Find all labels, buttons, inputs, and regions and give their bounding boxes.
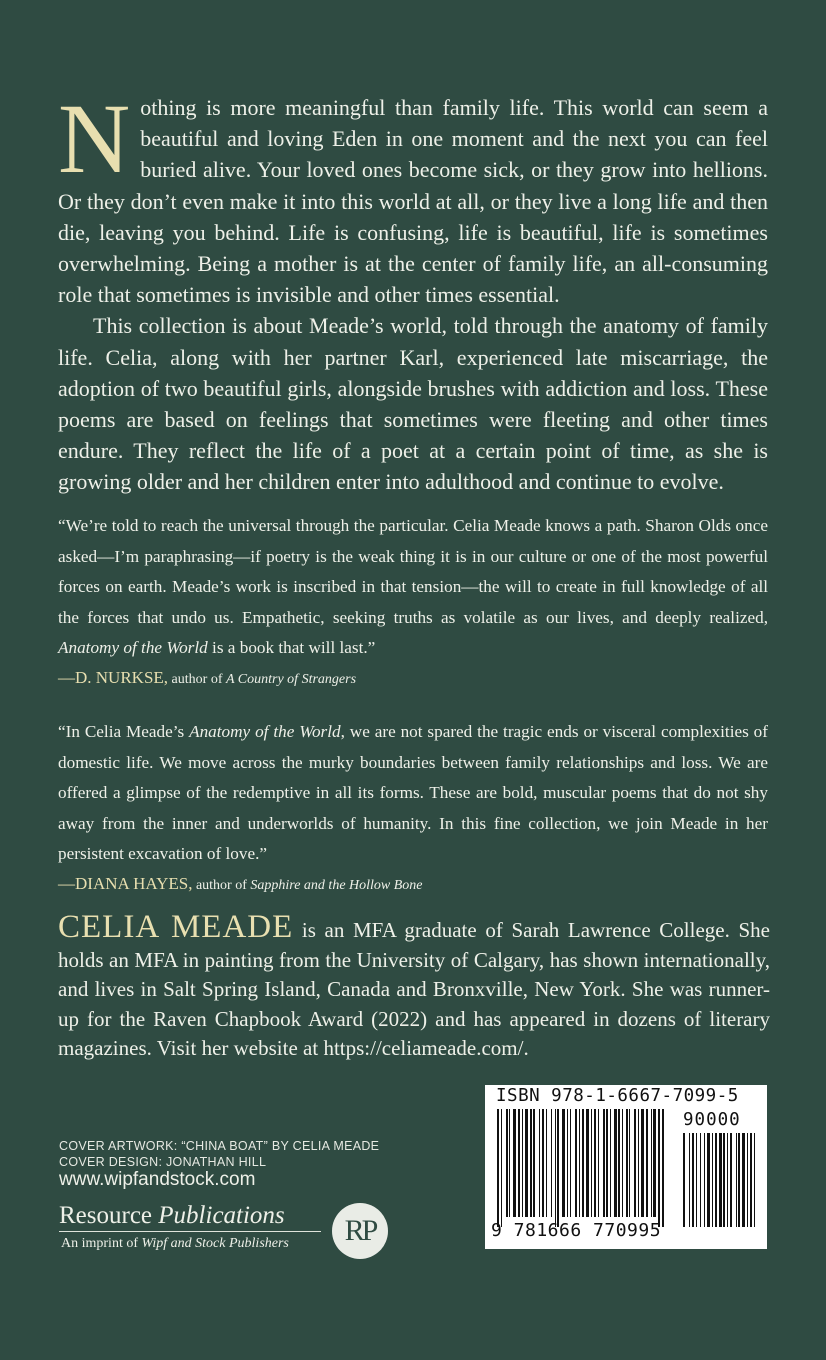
book-title: Anatomy of the World bbox=[189, 722, 341, 741]
endorser-name: —DIANA HAYES, bbox=[58, 873, 193, 893]
endorsement-text bbox=[58, 717, 768, 870]
barcode-bar bbox=[614, 1109, 617, 1217]
endorsement-attribution bbox=[58, 664, 768, 694]
barcode-bar bbox=[658, 1109, 660, 1227]
barcode-bar bbox=[622, 1109, 623, 1217]
barcode-bar bbox=[579, 1109, 580, 1217]
addon-bar bbox=[704, 1133, 705, 1227]
isbn-label: ISBN 978-1-6667-7099-5 bbox=[496, 1086, 739, 1106]
addon-bar bbox=[692, 1133, 694, 1227]
barcode-bar bbox=[603, 1109, 605, 1217]
addon-bar bbox=[689, 1133, 690, 1227]
addon-bar bbox=[730, 1133, 732, 1227]
barcode-bar bbox=[653, 1109, 656, 1217]
publisher-name-italic: Publications bbox=[158, 1202, 285, 1229]
addon-bar bbox=[696, 1133, 697, 1227]
quote-text-end: is a book that will last.” bbox=[207, 638, 376, 658]
endorser-work: Sapphire and the Hollow Bone bbox=[250, 877, 423, 893]
endorsement-attribution bbox=[58, 870, 768, 900]
book-title: Anatomy of the World bbox=[58, 638, 208, 658]
barcode-bar bbox=[562, 1109, 565, 1217]
barcode-bar bbox=[506, 1109, 508, 1217]
addon-bar bbox=[750, 1133, 752, 1227]
endorser-work: A Country of Strangers bbox=[225, 671, 357, 687]
quote-text: “We’re told to reach the universal through the particular. Celia Meade knows a path. Sharon Olds once asked—I’m paraphrasing—if poetry is the weak thing it is in our culture or one of the most powerful forces on earth. Meade’s work is inscribed in that tension—the will to create in full knowledge of all the forces that undo us. Empathetic, seeking truths as volatile as our lives, and deeply realized, bbox=[58, 516, 768, 627]
barcode-bar bbox=[638, 1109, 639, 1217]
cover-design-credit: COVER DESIGN: JONATHAN HILL bbox=[59, 1155, 267, 1169]
barcode-bar bbox=[626, 1109, 628, 1217]
addon-bar bbox=[712, 1133, 713, 1227]
barcode-bar bbox=[546, 1109, 547, 1217]
addon-bar bbox=[700, 1133, 701, 1227]
endorsement-hayes bbox=[58, 717, 768, 900]
addon-bar bbox=[754, 1133, 755, 1227]
addon-bar bbox=[723, 1133, 725, 1227]
barcode-bar bbox=[501, 1109, 502, 1227]
publisher-name-plain: Resource bbox=[59, 1202, 159, 1229]
barcode-bar bbox=[591, 1109, 592, 1217]
author-bio bbox=[58, 909, 770, 1064]
barcode-bar bbox=[634, 1109, 636, 1217]
quote-text-end: , we are not spared the tragic ends or visceral complexities of domestic life. We move across the murky boundaries between family relationships and loss. We are offered a glimpse of the redemptive in all its forms. These are bold, muscular poems that do not shy away from the inner and underworlds of humanity. In this fine collection, we join Meade in her persistent excavation of love.” bbox=[58, 722, 768, 864]
blurb-paragraph-1-text: othing is more meaningful than family life. This world can seem a beautiful and loving Eden in one moment and the next you can feel buried alive. Your loved ones become sick, or they grow into hellions. Or they don’t even make it into this world at all, or they live a long life and then die, leaving you behind. Life is confusing, life is beautiful, life is sometimes overwhelming. Being a mother is at the center of family life, an all-consuming role that sometimes is invisible and other times essential. bbox=[58, 95, 768, 308]
addon-bar bbox=[707, 1133, 710, 1227]
barcode-bar bbox=[557, 1109, 559, 1227]
barcode-bar bbox=[522, 1109, 523, 1217]
rp-logo-icon: RP bbox=[332, 1203, 388, 1259]
addon-bar bbox=[738, 1133, 740, 1227]
barcode-bar bbox=[518, 1109, 520, 1217]
barcode-bar bbox=[533, 1109, 535, 1217]
barcode-bar bbox=[570, 1109, 571, 1217]
barcode-bar bbox=[610, 1109, 611, 1217]
barcode-bar bbox=[641, 1109, 644, 1217]
quote-text: “In Celia Meade’s bbox=[58, 722, 190, 741]
cover-credits bbox=[59, 1138, 379, 1170]
isbn-barcode bbox=[485, 1085, 767, 1249]
addon-bar bbox=[742, 1133, 745, 1227]
back-cover-blurb bbox=[58, 83, 768, 498]
addon-bar bbox=[715, 1133, 717, 1227]
barcode-bar bbox=[497, 1109, 499, 1227]
drop-cap: N bbox=[58, 83, 131, 194]
price-addon-digits: 90000 bbox=[683, 1110, 741, 1130]
publisher-imprint bbox=[61, 1236, 289, 1252]
cover-artwork-credit: COVER ARTWORK: “CHINA BOAT” BY CELIA MEADE bbox=[59, 1139, 380, 1153]
barcode-bar bbox=[525, 1109, 528, 1217]
barcode-bar bbox=[509, 1109, 510, 1217]
barcode-bar bbox=[513, 1109, 516, 1217]
author-bio-text: is an MFA graduate of Sarah Lawrence College. She holds an MFA in painting from the University of Calgary, has shown internationally, and lives in Salt Spring Island, Canada and Bronxville, New York. She was runner-up for the Raven Chapbook Award (2022) and has appeared in dozens of literary magazines. Visit her website at https://celiameade.com/. bbox=[58, 918, 770, 1060]
addon-bar bbox=[683, 1133, 685, 1227]
attribution-by: author of bbox=[192, 877, 251, 893]
publisher-divider bbox=[59, 1231, 321, 1232]
addon-bar bbox=[747, 1133, 748, 1227]
barcode-bar bbox=[651, 1109, 652, 1217]
barcode-bar bbox=[586, 1109, 589, 1217]
addon-bar bbox=[736, 1133, 737, 1227]
endorsement-nurkse bbox=[58, 511, 768, 694]
addon-bar bbox=[727, 1133, 728, 1227]
imprint-italic: Wipf and Stock Publishers bbox=[141, 1236, 289, 1251]
blurb-paragraph-2: This collection is about Meade’s world, told through the anatomy of family life. Celia, along with her partner Karl, experienced late miscarriage, the adoption of two beautiful girls, alongside brushes with addiction and loss. These poems are based on feelings that sometimes were fleeting and other times endure. They reflect the life of a poet at a certain point of time, as she is growing older and her children enter into adulthood and continue to evolve. bbox=[58, 313, 768, 495]
barcode-bar bbox=[594, 1109, 596, 1217]
barcode-bar bbox=[598, 1109, 599, 1217]
attribution-by: author of bbox=[168, 671, 226, 687]
barcode-bar bbox=[555, 1109, 556, 1227]
barcode-bar bbox=[618, 1109, 620, 1217]
blurb-paragraph-1 bbox=[58, 83, 768, 310]
endorser-name: —D. NURKSE, bbox=[58, 667, 169, 687]
barcode-bar bbox=[629, 1109, 630, 1217]
barcode-bar bbox=[530, 1109, 532, 1217]
barcode-bar bbox=[542, 1109, 544, 1217]
ean-digits: 9 781666 770995 bbox=[491, 1220, 662, 1241]
endorsement-text bbox=[58, 511, 768, 664]
addon-bar bbox=[719, 1133, 722, 1227]
barcode-bar bbox=[606, 1109, 608, 1217]
imprint-plain: An imprint of bbox=[61, 1236, 142, 1251]
barcode-bar bbox=[551, 1109, 552, 1217]
author-name: CELIA MEADE bbox=[58, 909, 294, 945]
barcode-bar bbox=[567, 1109, 568, 1217]
barcode-bar bbox=[646, 1109, 648, 1217]
barcode-bar bbox=[582, 1109, 584, 1217]
publisher-website: www.wipfandstock.com bbox=[59, 1169, 256, 1190]
publisher-name bbox=[59, 1202, 285, 1230]
barcode-bar bbox=[575, 1109, 577, 1217]
barcode-bar bbox=[539, 1109, 540, 1217]
barcode-bar bbox=[662, 1109, 664, 1227]
